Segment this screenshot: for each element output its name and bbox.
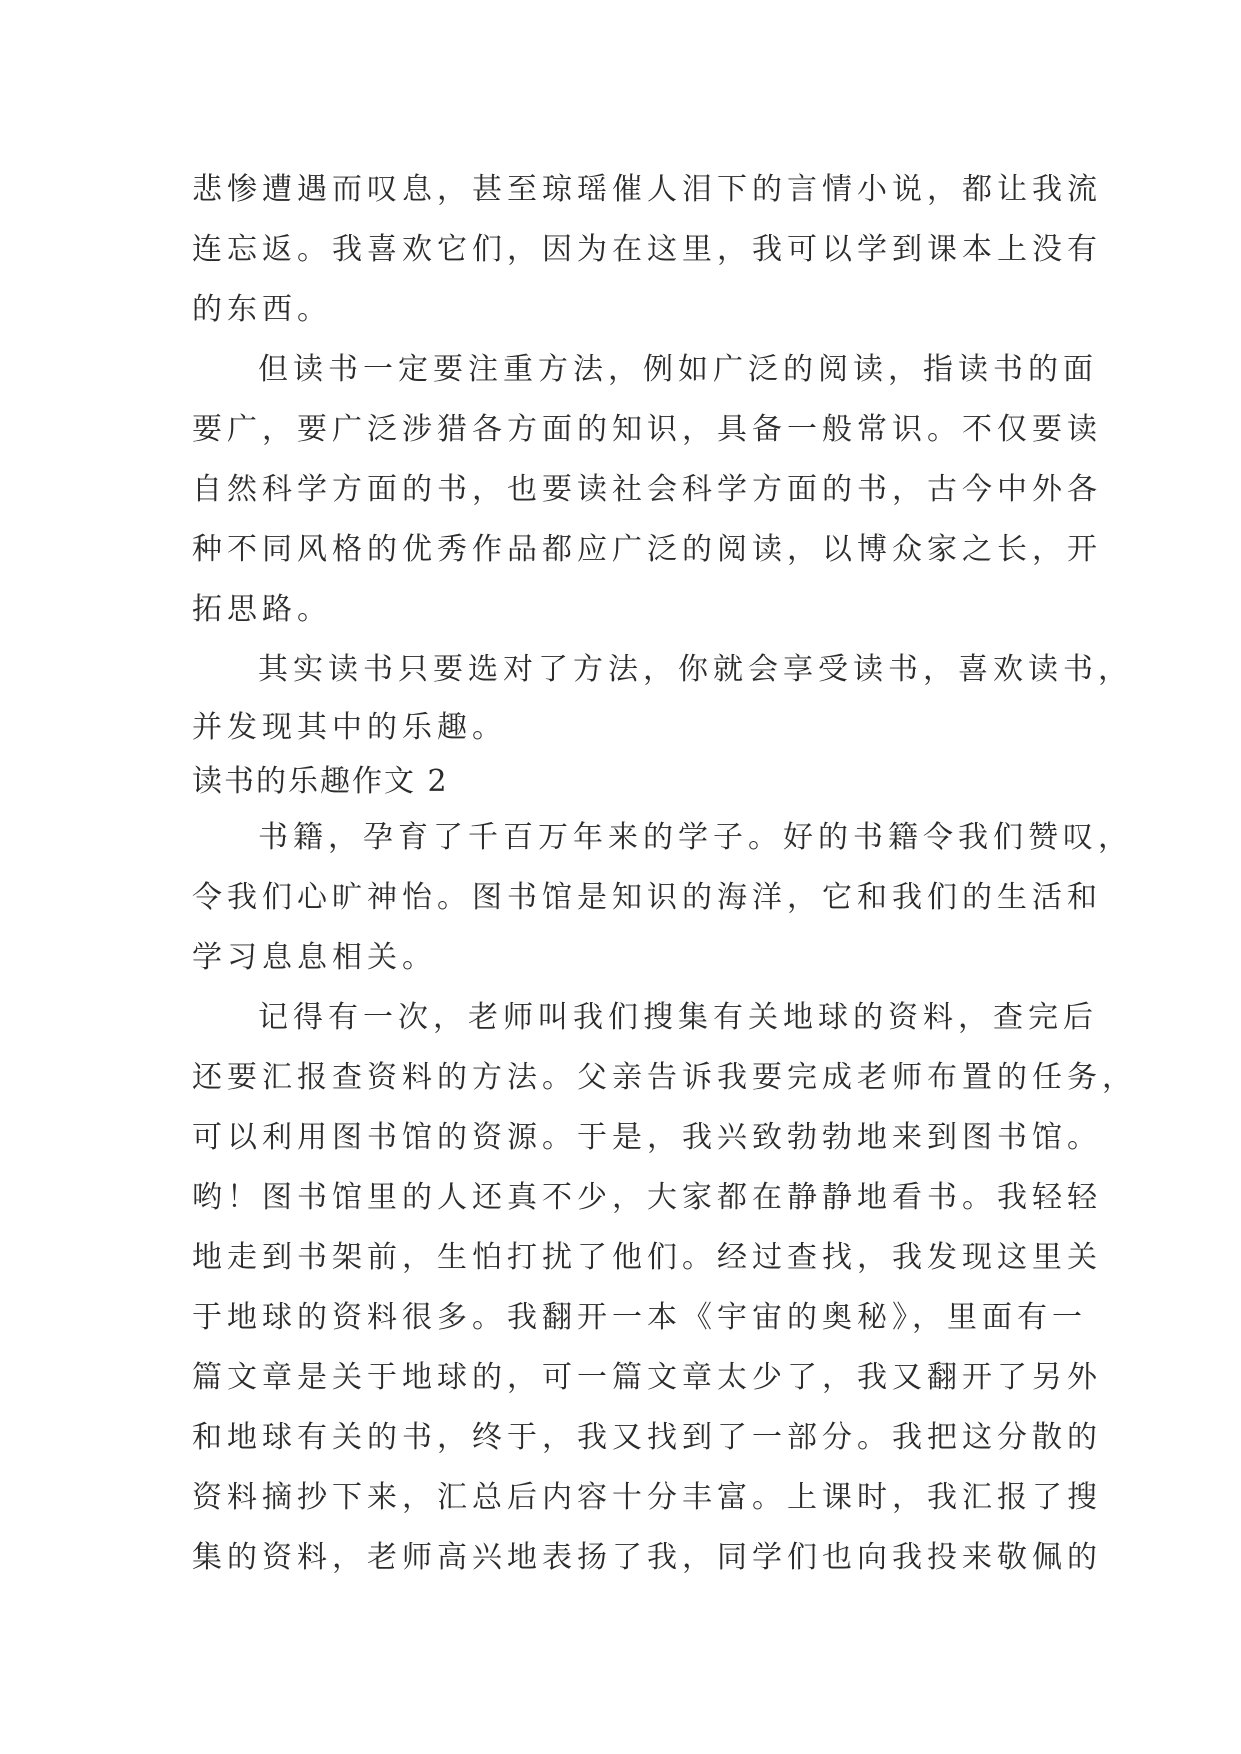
body-text-line: 的东西。: [192, 292, 332, 327]
body-text-line: 要广，要广泛涉猎各方面的知识，具备一般常识。不仅要读: [192, 412, 1102, 447]
body-text-line: 地走到书架前，生怕打扰了他们。经过查找，我发现这里关: [192, 1240, 1102, 1275]
body-text-line: 篇文章是关于地球的，可一篇文章太少了，我又翻开了另外: [192, 1360, 1102, 1395]
body-text-line: 连忘返。我喜欢它们，因为在这里，我可以学到课本上没有: [192, 232, 1102, 267]
paragraph-first-line: 书籍，孕育了千百万年来的学子。好的书籍令我们赞叹，: [258, 820, 1133, 855]
paragraph-first-line: 记得有一次，老师叫我们搜集有关地球的资料，查完后: [258, 1000, 1098, 1035]
body-text-line: 学习息息相关。: [192, 940, 437, 975]
body-text-line: 还要汇报查资料的方法。父亲告诉我要完成老师布置的任务，: [192, 1060, 1137, 1095]
body-text-line: 拓思路。: [192, 592, 332, 627]
paragraph-first-line: 其实读书只要选对了方法，你就会享受读书，喜欢读书，: [258, 652, 1133, 687]
body-text-line: 资料摘抄下来，汇总后内容十分丰富。上课时，我汇报了搜: [192, 1480, 1102, 1515]
body-text-line: 和地球有关的书，终于，我又找到了一部分。我把这分散的: [192, 1420, 1102, 1455]
body-text-line: 于地球的资料很多。我翻开一本《宇宙的奥秘》，里面有一: [192, 1300, 1087, 1335]
body-text-line: 集的资料，老师高兴地表扬了我，同学们也向我投来敬佩的: [192, 1540, 1102, 1575]
body-text-line: 令我们心旷神怡。图书馆是知识的海洋，它和我们的生活和: [192, 880, 1102, 915]
section-heading: 读书的乐趣作文 2: [192, 764, 449, 799]
body-text-line: 自然科学方面的书，也要读社会科学方面的书，古今中外各: [192, 472, 1102, 507]
body-text-line: 种不同风格的优秀作品都应广泛的阅读，以博众家之长，开: [192, 532, 1102, 567]
paragraph-first-line: 但读书一定要注重方法，例如广泛的阅读，指读书的面: [258, 352, 1098, 387]
body-text-line: 并发现其中的乐趣。: [192, 710, 507, 745]
body-text-line: 哟！图书馆里的人还真不少，大家都在静静地看书。我轻轻: [192, 1180, 1102, 1215]
body-text-line: 悲惨遭遇而叹息，甚至琼瑶催人泪下的言情小说，都让我流: [192, 172, 1102, 207]
body-text-line: 可以利用图书馆的资源。于是，我兴致勃勃地来到图书馆。: [192, 1120, 1102, 1155]
